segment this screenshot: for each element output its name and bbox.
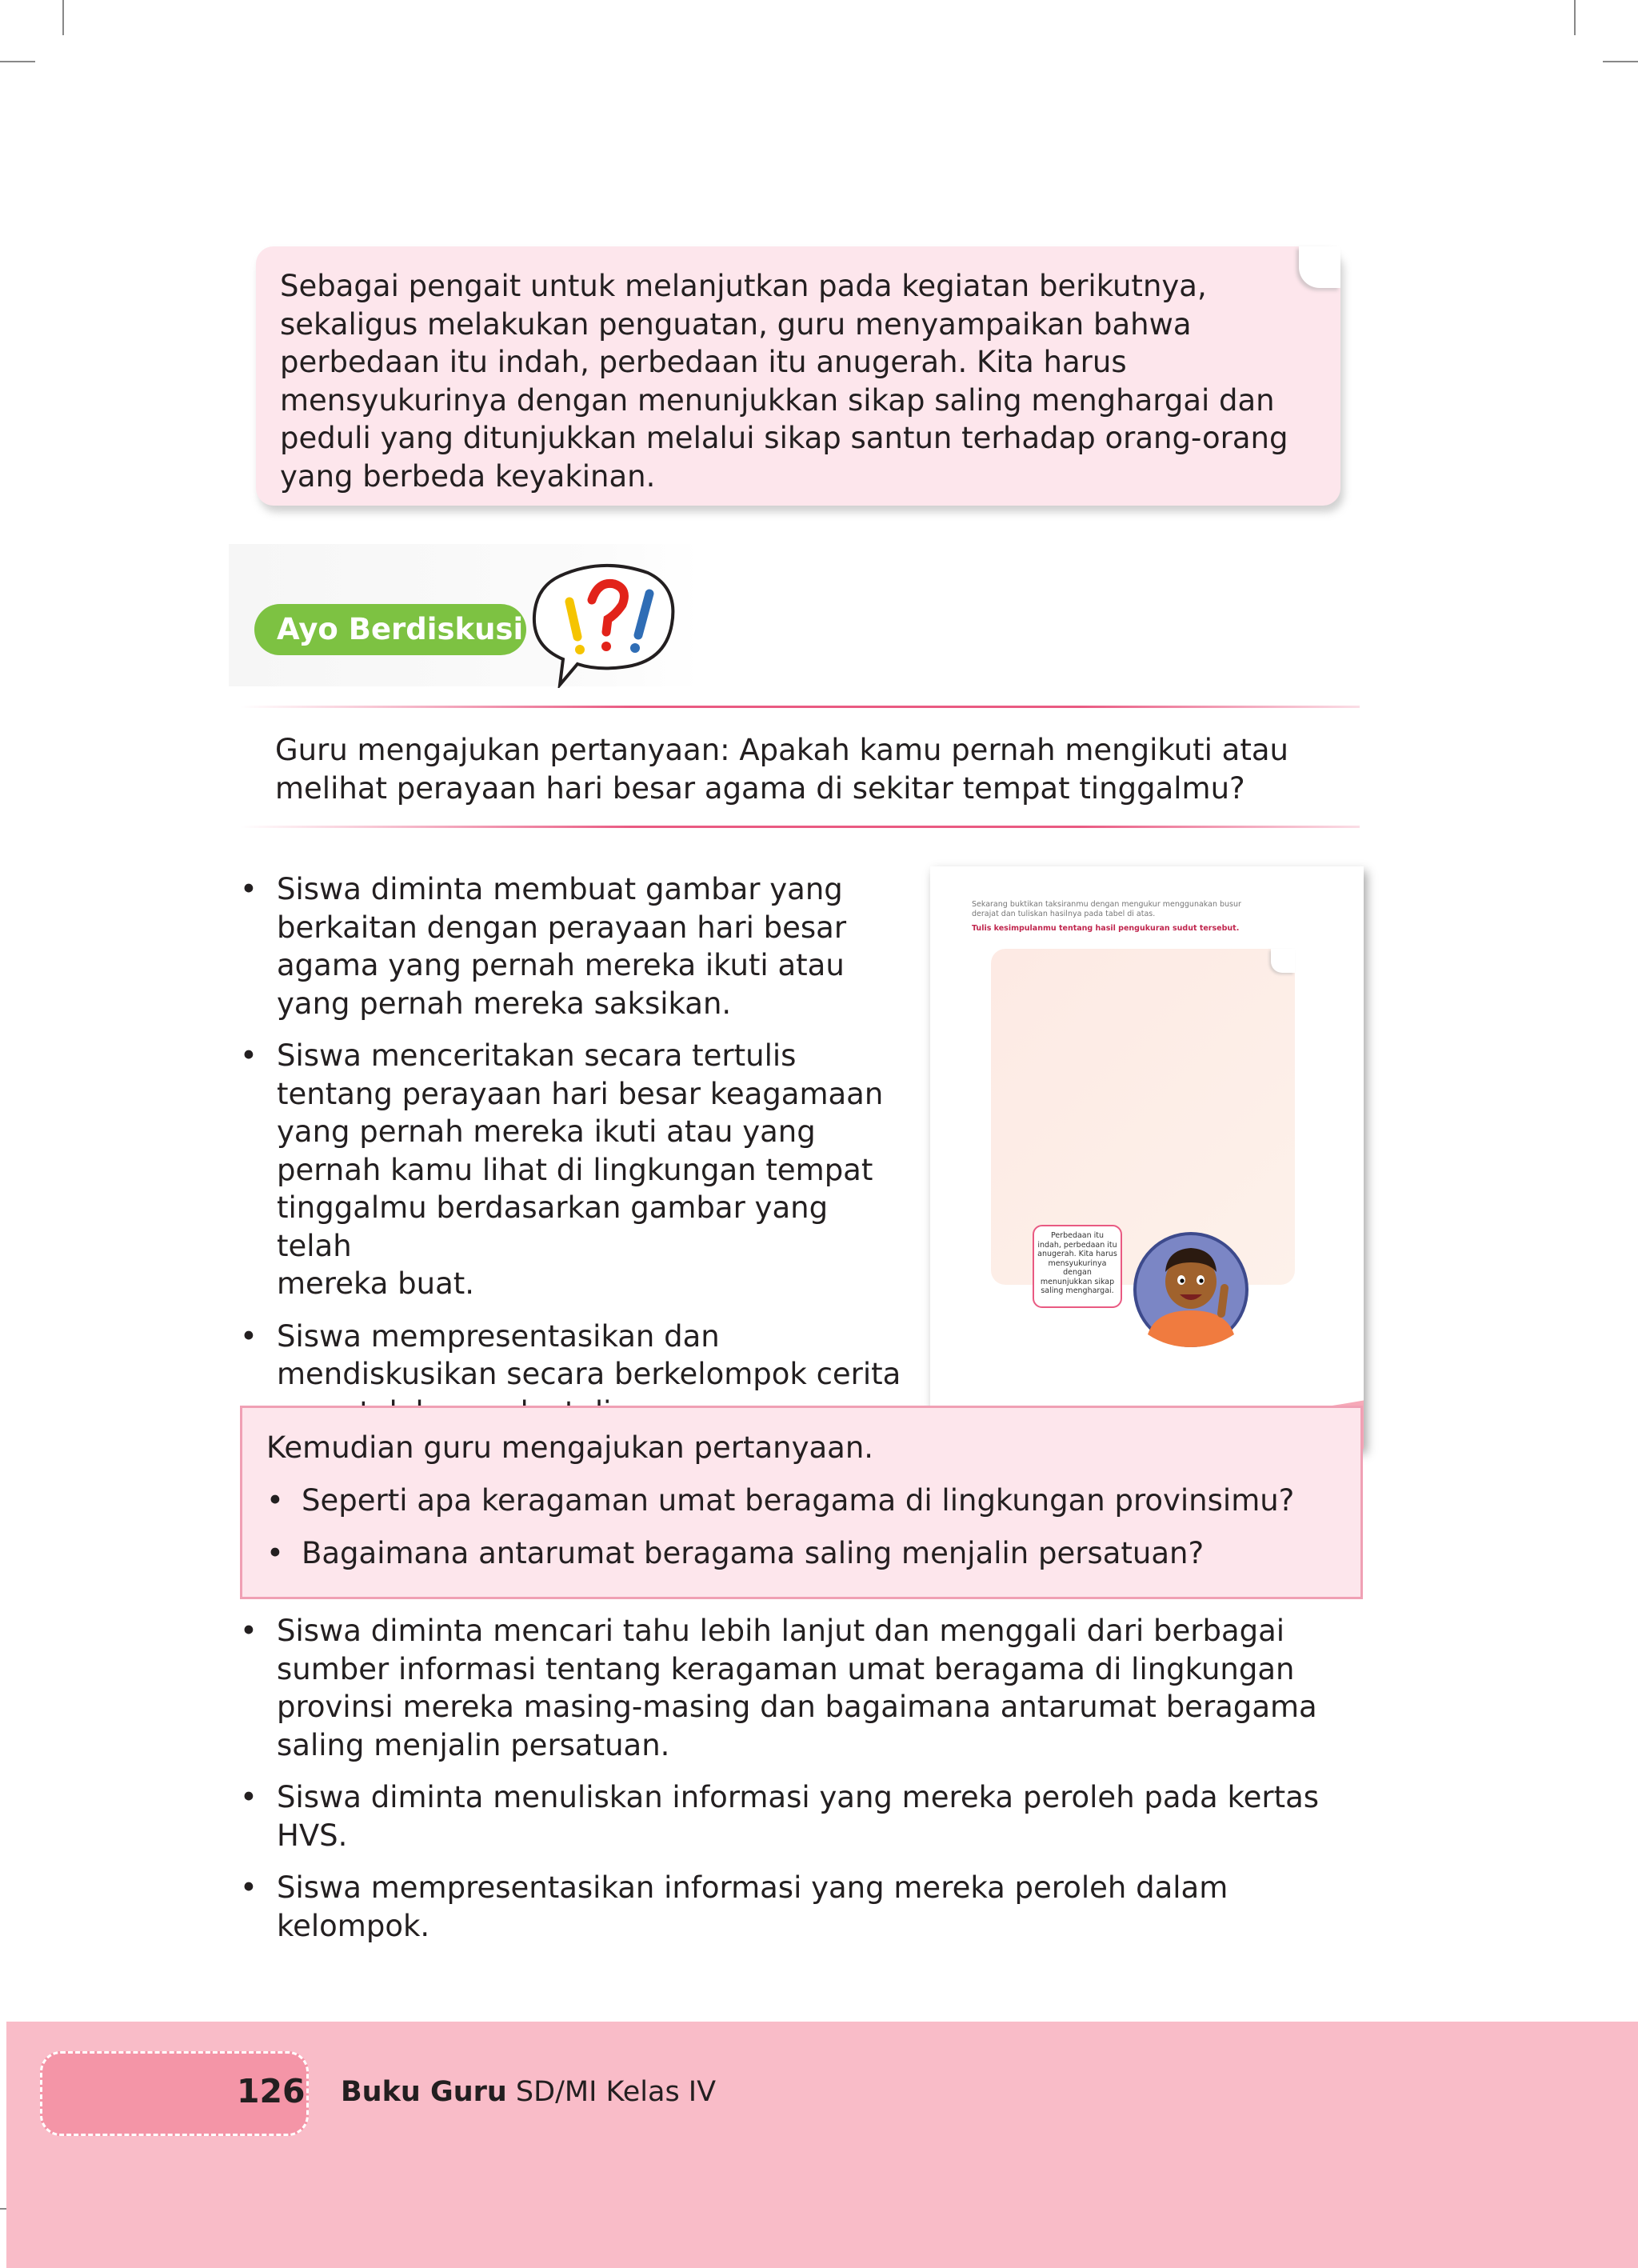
footer-title-rest: SD/MI Kelas IV [506,2076,717,2108]
divider-line-bottom [240,826,1360,828]
thumbnail-instruction-bold: Tulis kesimpulanmu tentang hasil pengukuran sudut tersebut. [972,924,1240,933]
list-item: • Siswa mempresentasikan informasi yang mereka peroleh dalam kelompok. [240,1869,1328,1945]
list-item: • Seperti apa keragaman umat beragama di lingkungan provinsimu? [266,1482,1294,1520]
section-label-pill [254,604,526,655]
crop-mark [1603,61,1638,62]
follow-up-questions-box [240,1406,1363,1599]
footer-book-title [341,2073,716,2111]
list-item: • Siswa diminta menuliskan informasi yang mereka peroleh pada kertas HVS. [240,1778,1328,1854]
activity-list [240,870,904,1446]
section-label-text: Ayo Berdiskusi [277,612,524,646]
list-item: • Siswa diminta mencari tahu lebih lanjut dan menggali dari berbagai sumber informasi tentang keragaman umat beragama di lingkungan provinsi mereka masing-masing dan bagaimana antarumat beragama saling menjalin persatuan. [240,1612,1328,1764]
list-item: • Siswa mempresentasikan dan mendiskusikan secara berkelompok cerita [240,1318,904,1432]
list-item: • Siswa menceritakan secara tertulis tentang perayaan hari besar keagamaan yang pernah mereka ikuti atau yang pernah kamu lihat di lingkungan tempat tinggalmu berdasarkan gambar yang telah mereka buat. [240,1037,904,1303]
divider-line-top [240,706,1360,708]
intro-note-box [256,246,1340,506]
list-item: • Siswa diminta membuat gambar yang berkaitan dengan perayaan hari besar agama yang pernah mereka ikuti atau yang pernah mereka saksikan. [240,870,904,1022]
crop-mark [0,61,35,62]
thumbnail-instruction: Sekarang buktikan taksiranmu dengan mengukur menggunakan busur derajat dan tuliskan hasilnya pada tabel di atas. [972,900,1241,918]
page-fold-corner [1271,949,1295,973]
thumbnail-speech-bubble: Perbedaan itu indah, perbedaan itu anugerah. Kita harus mensyukurinya dengan menunjukkan sikap saling menghargai. [1033,1225,1122,1308]
student-book-thumbnail [930,866,1364,1449]
footer-title-bold: Buku Guru [341,2076,507,2108]
student-avatar-icon [1132,1230,1250,1349]
crop-mark [62,0,64,35]
follow-up-title: Kemudian guru mengajukan pertanyaan. [266,1430,874,1465]
intro-note-text: Sebagai pengait untuk melanjutkan pada kegiatan berikutnya, sekaligus melakukan penguatan, guru menyampaikan bahwa perbedaan itu indah, perbedaan itu anugerah. Kita harus mensyukurinya dengan menunjukkan sikap saling menghargai dan peduli yang ditunjukkan melalui sikap santun terhadap orang-orang yang berbeda keyakinan. [280,269,1288,494]
discussion-question: Guru mengajukan pertanyaan: Apakah kamu pernah mengikuti atau melihat perayaan hari besar agama di sekitar tempat tinggalmu? [275,733,1288,806]
speech-bubble-icon [528,560,677,688]
follow-up-list [266,1482,1294,1586]
crop-mark [1574,0,1576,35]
activity-list-bottom [240,1612,1328,1959]
list-item: • Bagaimana antarumat beragama saling menjalin persatuan? [266,1534,1294,1573]
page-number: 126 [237,2072,306,2110]
page-fold-corner [1299,246,1340,288]
